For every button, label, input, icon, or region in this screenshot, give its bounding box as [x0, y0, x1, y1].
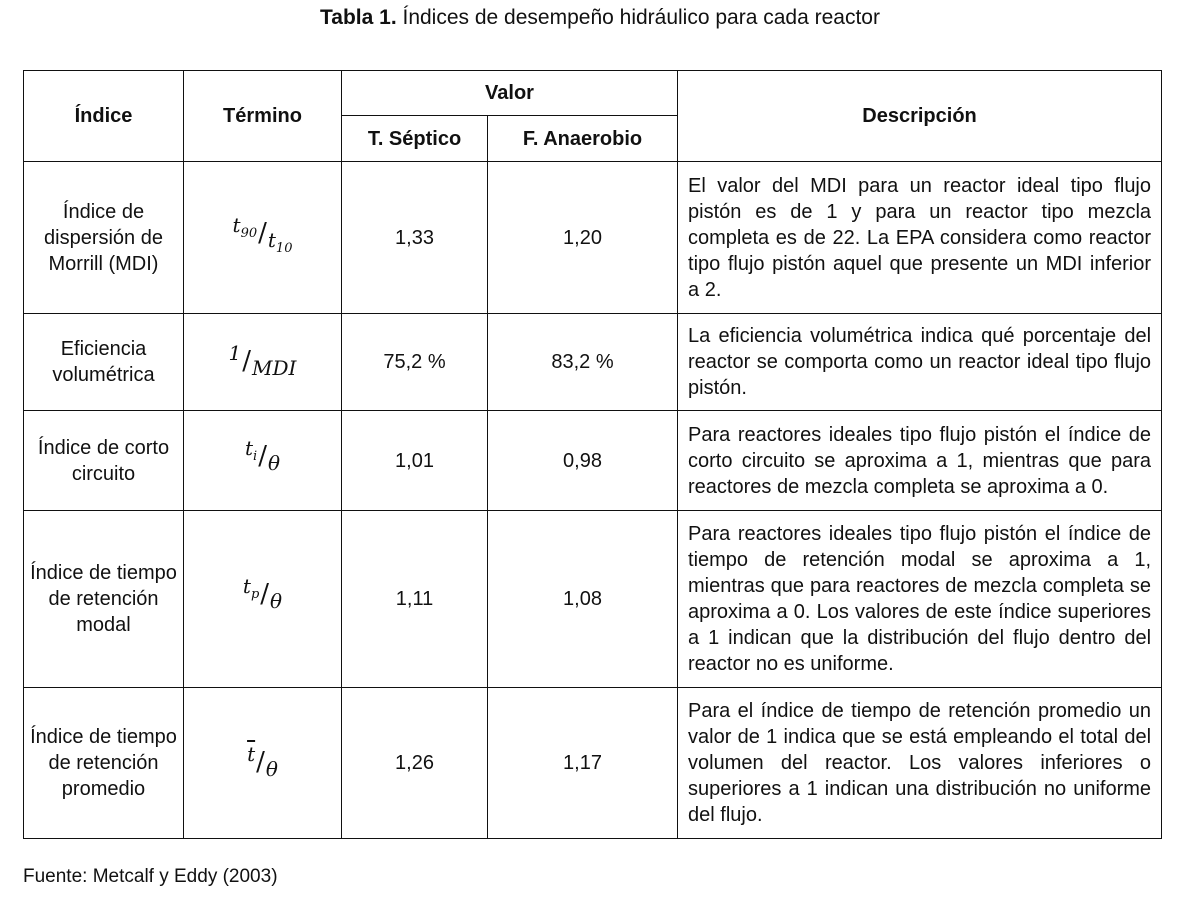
table-row [24, 411, 1162, 511]
anaerobio-value: 1,08 [488, 511, 678, 688]
term-numerator: t [232, 212, 241, 237]
indice-cell: Índice de corto circuito [24, 411, 184, 511]
anaerobio-value: 1,17 [488, 688, 678, 839]
term-denominator: θ [267, 450, 281, 475]
anaerobio-value: 1,20 [488, 162, 678, 314]
term-denominator: θ [270, 589, 283, 613]
table-row [24, 511, 1162, 688]
source-note: Fuente: Metcalf y Eddy (2003) [23, 866, 278, 887]
term-numerator-sub: p [250, 587, 260, 602]
header-septico: T. Séptico [342, 116, 488, 162]
caption-label: Tabla 1. [320, 6, 397, 29]
table-caption [0, 6, 1200, 30]
anaerobio-value: 0,98 [488, 411, 678, 511]
term-formula: $t_p/\theta$ [242, 574, 283, 613]
descripcion-cell: El valor del MDI para un reactor ideal tipo flujo pistón es de 1 y para un reactor tipo mezcla completa es de 22. La EPA considera como reactor tipo flujo pistón aquel que presente un MDI inferior a 2. [678, 162, 1162, 314]
septico-value: 1,11 [342, 511, 488, 688]
term-denominator: t [267, 227, 276, 252]
term-cell [184, 314, 342, 411]
term-numerator-sub: 90 [240, 225, 258, 241]
septico-value: 1,01 [342, 411, 488, 511]
term-formula: $t_i/\theta$ [244, 435, 281, 475]
anaerobio-value: 83,2 % [488, 314, 678, 411]
indice-cell: Índice de tiempo de retención modal [24, 511, 184, 688]
table-row [24, 162, 1162, 314]
term-denominator: θ [265, 757, 278, 781]
term-numerator: 1 [228, 341, 242, 365]
descripcion-cell: Para reactores ideales tipo flujo pistón el índice de corto circuito se aproxima a 1, mientras que para reactores de mezcla completa se aproxima a 0. [678, 411, 1162, 511]
term-cell [184, 162, 342, 314]
indice-cell: Índice de tiempo de retención promedio [24, 688, 184, 839]
term-cell [184, 688, 342, 839]
caption-text: Índices de desempeño hidráulico para cada reactor [396, 6, 880, 29]
descripcion-cell: Para el índice de tiempo de retención promedio un valor de 1 indica que se está empleando el total del volumen del reactor. Los valores inferiores o superiores a 1 indican una distribución no uniforme del flujo. [678, 688, 1162, 839]
term-formula: $\overline{t}/\theta$ [247, 742, 278, 781]
header-valor: Valor [342, 71, 678, 116]
term-cell [184, 511, 342, 688]
term-denominator-sub: 10 [275, 240, 293, 256]
table-row [24, 688, 1162, 839]
septico-value: 1,26 [342, 688, 488, 839]
term-denominator: MDI [252, 356, 297, 380]
performance-table [23, 70, 1162, 839]
term-numerator: t [244, 435, 254, 460]
term-numerator-sub: i [253, 448, 258, 464]
header-anaerobio: F. Anaerobio [488, 116, 678, 162]
header-indice: Índice [24, 71, 184, 162]
header-termino: Término [184, 71, 342, 162]
term-formula: 1/MDI [228, 341, 297, 380]
septico-value: 1,33 [342, 162, 488, 314]
term-numerator: t [242, 574, 251, 598]
term-numerator: $\overline{t}$ [247, 742, 256, 766]
indice-cell: Índice de dispersión de Morrill (MDI) [24, 162, 184, 314]
septico-value: 75,2 % [342, 314, 488, 411]
table-row [24, 314, 1162, 411]
indice-cell: Eficiencia volumétrica [24, 314, 184, 411]
descripcion-cell: La eficiencia volumétrica indica qué porcentaje del reactor se comporta como un reactor ideal tipo flujo pistón. [678, 314, 1162, 411]
header-descripcion: Descripción [678, 71, 1162, 162]
descripcion-cell: Para reactores ideales tipo flujo pistón el índice de tiempo de retención modal se aproxima a 1, mientras que para reactores de mezcla completa se aproxima a 0. Los valores de este índice superiores a 1 indican que la distribución del flujo dentro del reactor no es uniforme. [678, 511, 1162, 688]
term-formula: $t_{90}/t_{10}$ [232, 212, 293, 256]
term-cell [184, 411, 342, 511]
